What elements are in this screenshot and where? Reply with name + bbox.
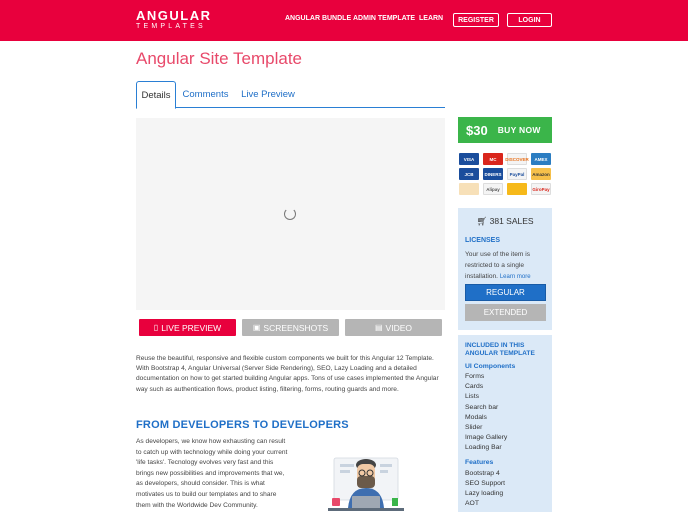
list-item: Search bar — [465, 404, 499, 411]
tab-details[interactable]: Details — [136, 81, 176, 109]
screenshots-label: SCREENSHOTS — [263, 322, 329, 333]
visa-card-icon: VISA — [459, 153, 479, 165]
card-icon-11 — [507, 183, 527, 195]
live-preview-label: LIVE PREVIEW — [161, 322, 222, 333]
list-item: Forms — [465, 373, 485, 380]
template-description: Reuse the beautiful, responsive and flexible custom components we built for this Angular 12 Template. With Bootstrap 4, Angular Universal (Server Side Rendering), SEO, Lazy Loading and a detailed documentation on how to get started building Angular apps. Tons of use cases implemented the Angular way such as authentication flows, product listing, filtering, forms, routing guards and more. — [136, 355, 439, 393]
cart-icon: 🛒︎ — [476, 216, 488, 226]
paypal-card-icon: PayPal — [507, 168, 527, 180]
included-heading: INCLUDED IN THIS ANGULAR TEMPLATE — [465, 342, 535, 357]
preview-area — [136, 118, 445, 310]
payment-methods — [459, 153, 553, 199]
card-icon-9 — [459, 183, 479, 195]
amazon-card-icon: Amazon — [531, 168, 551, 180]
nav-learn[interactable]: LEARN — [419, 15, 444, 22]
tab-bar — [136, 81, 445, 108]
nav-admin-template[interactable]: ADMIN TEMPLATE — [353, 15, 416, 22]
list-item: SEO Support — [465, 480, 506, 487]
image-icon: ▣ — [252, 323, 261, 332]
site-logo[interactable] — [136, 9, 212, 31]
live-preview-button[interactable] — [139, 319, 236, 336]
learn-more-link[interactable]: Learn more — [499, 274, 531, 280]
jcb-card-icon: JCB — [459, 168, 479, 180]
features-heading: Features — [465, 459, 494, 466]
regular-license-button[interactable]: REGULAR — [465, 284, 546, 301]
list-item: AOT — [465, 500, 479, 507]
buy-now-button[interactable] — [458, 117, 552, 143]
licenses-heading: LICENSES — [465, 237, 501, 244]
list-item: Cards — [465, 383, 484, 390]
tab-live-preview[interactable]: Live Preview — [241, 89, 295, 100]
list-item: Lazy loading — [465, 490, 504, 497]
list-item: Bootstrap 4 — [465, 470, 500, 477]
video-button[interactable] — [345, 319, 442, 336]
developers-text: As developers, we know how exhausting can result to catch up with technology while doing your current 'life tasks'. Tecnology evolves very fast and this brings new possibilities and improvements that we, as developers, should consider. This is what motivates us to build our templates and to share them with the Worldwide Dev Community. — [136, 438, 288, 509]
logo-main-text: ANGULAR — [136, 8, 212, 23]
license-description: Your use of the item is restricted to a single installation. — [465, 251, 530, 280]
sales-label: 381 SALES — [489, 216, 534, 226]
alipay-card-icon: Alipay — [483, 183, 503, 195]
license-text — [465, 249, 549, 283]
mastercard-icon: MC — [483, 153, 503, 165]
login-button[interactable]: LOGIN — [507, 13, 552, 27]
loading-spinner-icon — [284, 208, 296, 220]
buy-now-label: BUY NOW — [497, 125, 541, 135]
top-navbar — [0, 0, 688, 41]
page-title: Angular Site Template — [136, 49, 303, 68]
film-icon: ▤ — [374, 323, 383, 332]
amex-card-icon: AMEX — [531, 153, 551, 165]
diners-card-icon: DINERS — [483, 168, 503, 180]
extended-license-button[interactable]: EXTENDED — [465, 304, 546, 321]
developer-illustration — [322, 450, 410, 512]
list-item: Image Gallery — [465, 434, 508, 441]
screenshots-button[interactable] — [242, 319, 339, 336]
discover-card-icon: DISCOVER — [507, 153, 527, 165]
list-item: Loading Bar — [465, 444, 502, 451]
price: $30 — [466, 122, 488, 138]
mobile-icon: ▯ — [153, 323, 159, 332]
register-button[interactable]: REGISTER — [453, 13, 499, 27]
ui-components-heading: UI Components — [465, 363, 516, 370]
nav-angular-bundle[interactable]: ANGULAR BUNDLE — [285, 15, 352, 22]
sales-count — [458, 216, 552, 227]
list-item: Slider — [465, 424, 483, 431]
list-item: Modals — [465, 414, 487, 421]
logo-sub-text: TEMPLATES — [136, 23, 206, 30]
tab-comments[interactable]: Comments — [182, 89, 229, 100]
section-heading-developers: FROM DEVELOPERS TO DEVELOPERS — [136, 419, 349, 431]
giropay-card-icon: GiroPay — [531, 183, 551, 195]
list-item: Lists — [465, 393, 479, 400]
video-label: VIDEO — [385, 322, 412, 333]
